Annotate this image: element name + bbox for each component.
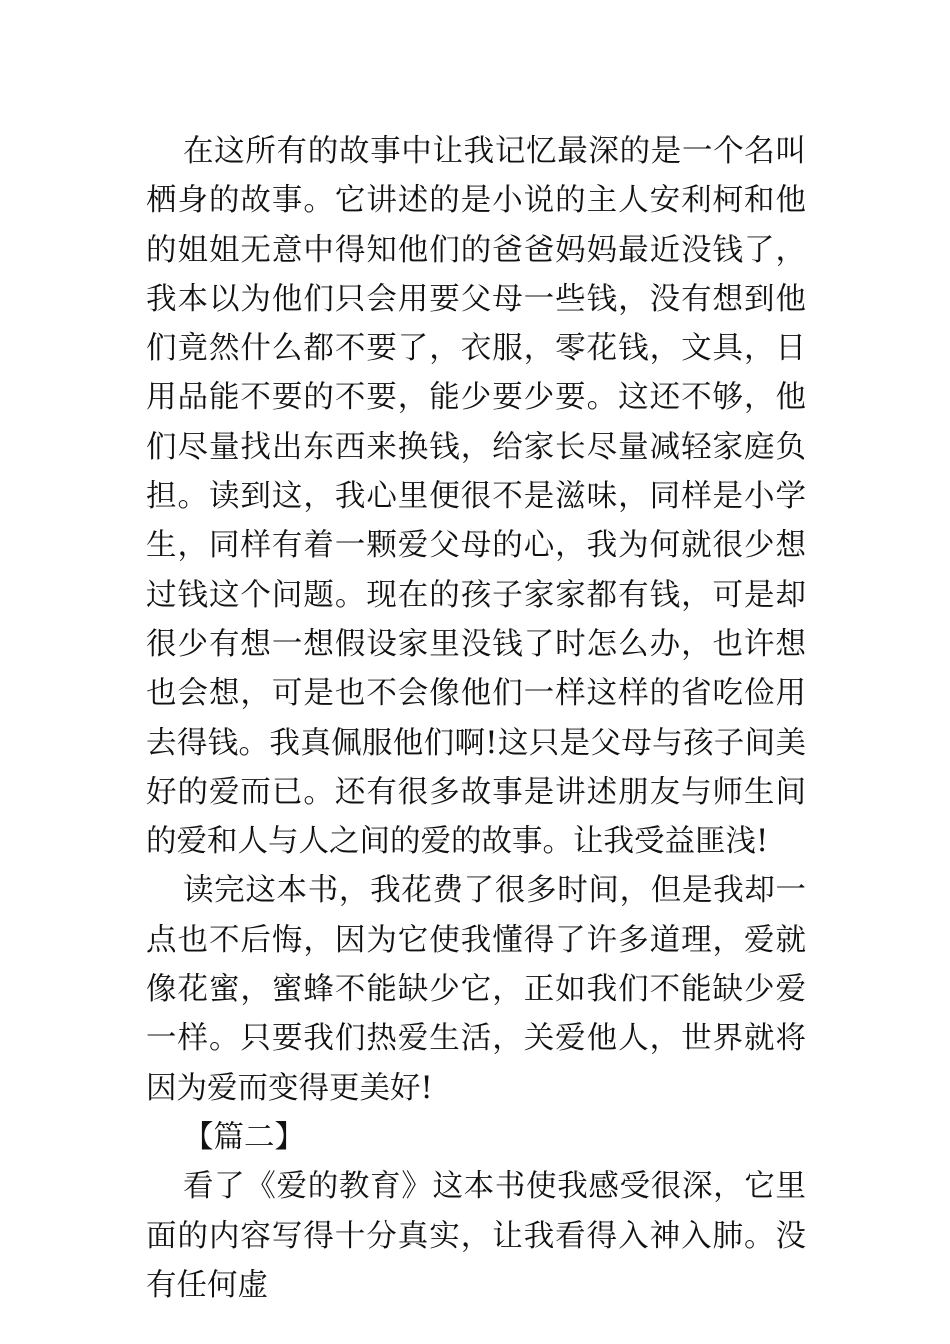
- body-paragraph: 在这所有的故事中让我记忆最深的是一个名叫栖身的故事。它讲述的是小说的主人安利柯和他的姐姐无意中得知他们的爸爸妈妈最近没钱了，我本以为他们只会用要父母一些钱，没有想到他们竟然什么都不要了，衣服，零花钱，文具，日用品能不要的不要，能少要少要。这还不够，他们尽量找出东西来换钱，给家长尽量减轻家庭负担。读到这，我心里便很不是滋味，同样是小学生，同样有着一颗爱父母的心，我为何就很少想过钱这个问题。现在的孩子家家都有钱，可是却很少有想一想假设家里没钱了时怎么办，也许想也会想，可是也不会像他们一样这样的省吃俭用去得钱。我真佩服他们啊!这只是父母与孩子间美好的爱而已。还有很多故事是讲述朋友与师生间的爱和人与人之间的爱的故事。让我受益匪浅!: [146, 134, 806, 860]
- body-paragraph: 看了《爱的教育》这本书使我感受很深，它里面的内容写得十分真实，让我看得入神入肺。没有任何虚: [146, 1169, 806, 1303]
- document-page: [146, 127, 806, 1310]
- section-heading: 【篇二】: [183, 1119, 305, 1155]
- body-paragraph: 读完这本书，我花费了很多时间，但是我却一点也不后悔，因为它使我懂得了许多道理，爱就像花蜜，蜜蜂不能缺少它，正如我们不能缺少爱一样。只要我们热爱生活，关爱他人，世界就将因为爱而变得更美好!: [146, 873, 806, 1106]
